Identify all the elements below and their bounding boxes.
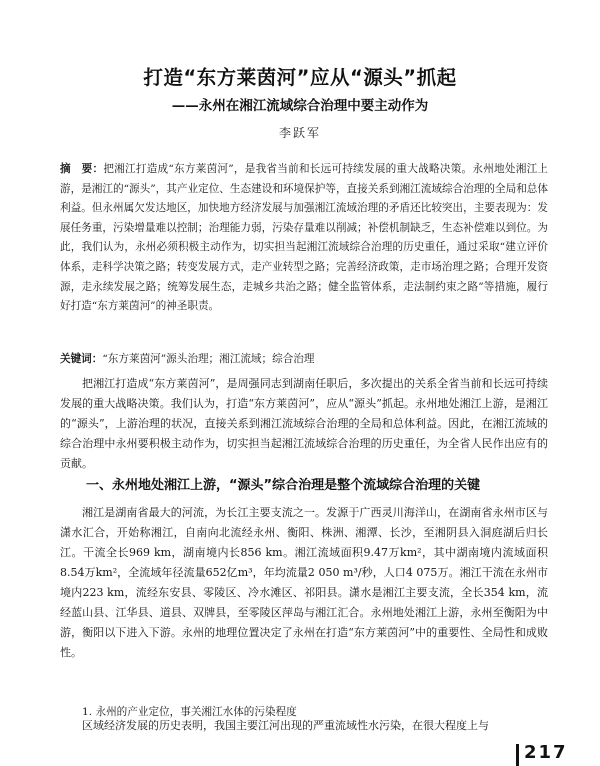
section-paragraph: 湘江是湖南省最大的河流，为长江主要支流之一。发源于广西灵川海洋山，在湖南省永州市区与潇水汇合，开始称湘江，自南向北流经永州、衡阳、株洲、湘潭、长沙，至湘阴县入洞庭湖后归长江。干流全长969 km，湖南境内长856 km。湘江流域面积9.47万km²，其中湖南境内流域面积8.54万km²，全流域年径流量652亿m³，年均流量2 050 m³/秒，人口4 075万。湘江干流在永州市境内223 km，流经东安县、零陵区、冷水滩区、祁阳县。潇水是湘江主要支流，全长354 km，流经蓝山县、江华县、道县、双牌县，至零陵区萍岛与湘江汇合。永州地处湘江上游，永州至衡阳为中游，衡阳以下进入下游。永州的地理位置决定了永州在打造“东方莱茵河”中的重要性、全局性和成败性。	[60, 506, 548, 659]
section-heading: 一、永州地处湘江上游，“源头”综合治理是整个流域综合治理的关键	[86, 478, 481, 493]
author-name: 李跃军	[278, 126, 321, 140]
keywords	[60, 350, 548, 368]
abstract-text: 把湘江打造成“东方莱茵河”，是我省当前和长远可持续发展的重大战略决策。永州地处湘江上游，是湘江的“源头”，其产业定位、生态建设和环境保护等，直接关系到湘江流域综合治理的全局和总体利益。但永州属欠发达地区，加快地方经济发展与加强湘江流域治理的矛盾还比较突出，主要表现为：发展任务重，污染增量难以控制；治理能力弱，污染存量难以削减；补偿机制缺乏，生态补偿难以到位。为此，我们认为，永州必须积极主动作为，切实担当起湘江流域综合治理的历史重任，通过采取“建立评价体系，走科学决策之路；转变发展方式，走产业转型之路；完善经济政策，走市场治理之路；合理开发资源，走永续发展之路；统筹发展生态，走城乡共治之路；健全监管体系，走法制约束之路”等措施，履行好打造“东方莱茵河”的神圣职责。	[60, 163, 549, 313]
subsection-heading: 1. 永州的产业定位，事关湘江水体的污染程度	[82, 706, 297, 718]
abstract-label: 摘 要：	[60, 163, 104, 175]
abstract	[60, 160, 548, 317]
page-number: 217	[524, 742, 600, 763]
keywords-label: 关键词：	[60, 353, 103, 365]
intro-paragraph: 把湘江打造成“东方莱茵河”，是周强同志到湖南任职后，多次提出的关系全省当前和长远可持续发展的重大战略决策。我们认为，打造“东方莱茵河”，应从“源头”抓起。永州地处湘江上游，是湘江的“源头”，上游治理的状况，直接关系到湘江流域综合治理的全局和总体利益。因此，在湘江流域的综合治理中永州要积极主动作为，切实担当起湘江流域综合治理的历史重任，为全省人民作出应有的贡献。	[60, 377, 548, 470]
keywords-text: “东方莱茵河”源头治理；湘江流域；综合治理	[102, 353, 315, 365]
section-paragraph-2: 区域经济发展的历史表明，我国主要江河出现的严重流域性水污染，在很大程度上与	[82, 719, 489, 732]
article-title: 打造“东方莱茵河”应从“源头”抓起	[143, 66, 457, 89]
article-subtitle: ——永州在湘江流域综合治理中要主动作为	[171, 98, 429, 114]
